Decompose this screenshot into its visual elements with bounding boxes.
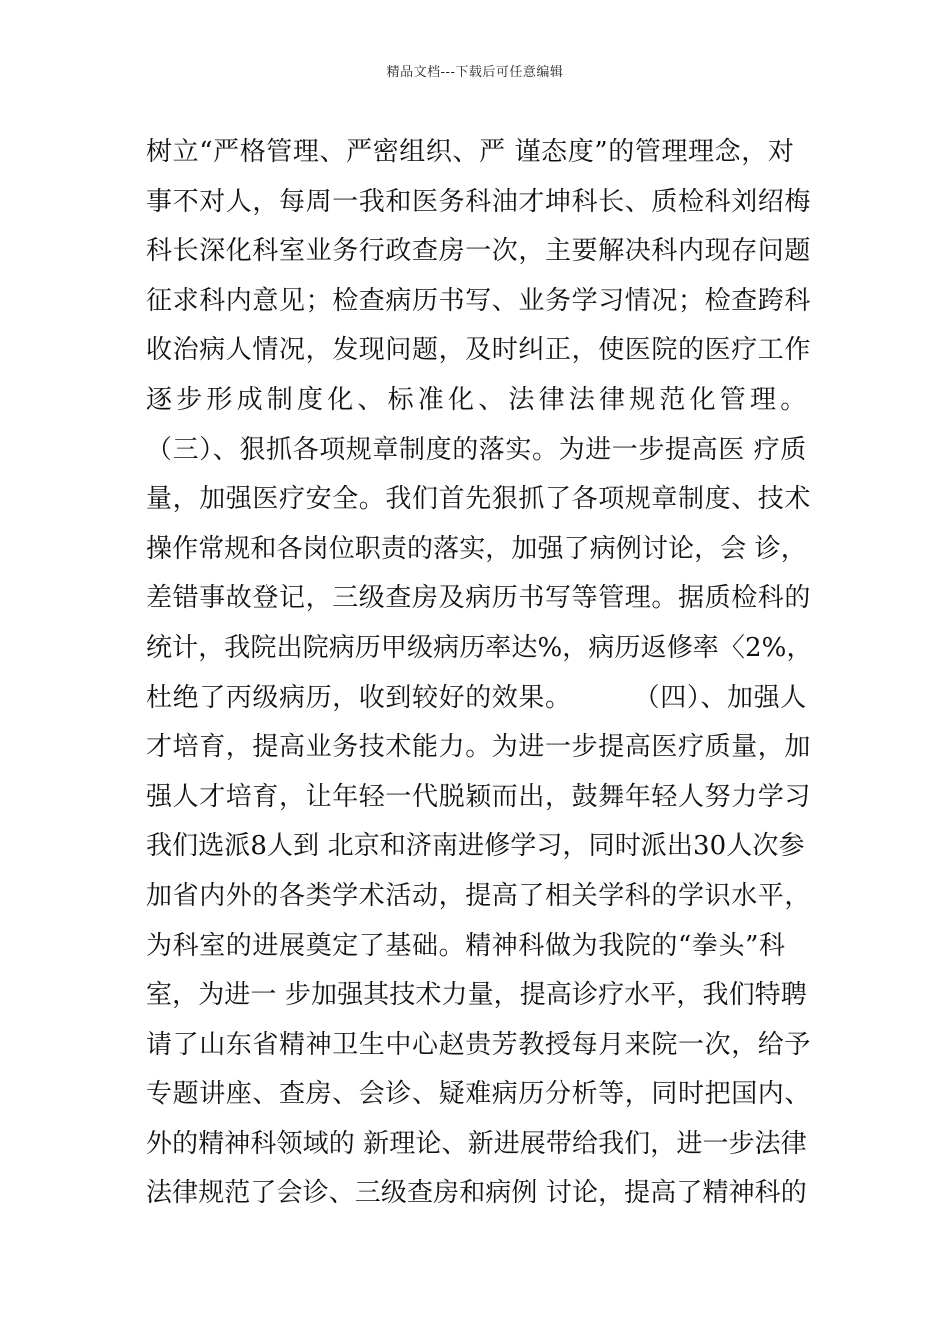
text-line: 杜绝了丙级病历，收到较好的效果。 （四）、加强人 (146, 682, 807, 713)
text-line: 量，加强医疗安全。我们首先狠抓了各项规章制度、技术 (146, 484, 812, 515)
text-line: 请了山东省精神卫生中心赵贵芳教授每月来院一次，给予 (146, 1029, 812, 1060)
body-text (146, 128, 816, 1219)
text-line: 征求科内意见；检查病历书写、业务学习情况；检查跨科 (146, 285, 812, 316)
text-line: 才培育，提高业务技术能力。为进一步提高医疗质量，加 (146, 732, 812, 763)
text-line: 外的精神科领域的 新理论、新进展带给我们，进一步法律 (146, 1128, 807, 1159)
text-line: 事不对人，每周一我和医务科油才坤科长、质检科刘绍梅 (146, 186, 812, 217)
text-line: 逐步形成制度化、标准化、法律法律规范化管理。 (146, 384, 811, 415)
text-line: 树立“严格管理、严密组织、严 谨态度”的管理理念，对 (146, 137, 795, 167)
page-header: 精品文档---下载后可任意编辑 (386, 65, 564, 80)
text-line: 统计，我院出院病历甲级病历率达%，病历返修率〈2%， (146, 632, 813, 663)
text-line: 强人才培育，让年轻一代脱颖而出，鼓舞年轻人努力学习 (146, 781, 812, 812)
text-line: 为科室的进展奠定了基础。精神科做为我院的“拳头”科 (146, 930, 786, 961)
text-line: 我们选派8人到 北京和济南进修学习，同时派出30人次参 (146, 831, 805, 862)
text-line: （三）、狠抓各项规章制度的落实。为进一步提高医 疗质 (146, 434, 807, 465)
text-line: 法律规范了会诊、三级查房和病例 讨论，提高了精神科的 (146, 1178, 807, 1209)
text-line: 加省内外的各类学术活动，提高了相关学科的学识水平， (146, 880, 812, 911)
text-line: 差错事故登记，三级查房及病历书写等管理。据质检科的 (146, 583, 812, 614)
text-line: 室，为进一 步加强其技术力量，提高诊疗水平，我们特聘 (146, 980, 807, 1011)
text-line: 科长深化科室业务行政查房一次，主要解决科内现存问题 (146, 236, 812, 267)
text-line: 操作常规和各岗位职责的落实，加强了病例讨论，会 诊， (146, 533, 807, 564)
text-line: 收治病人情况，发现问题，及时纠正，使医院的医疗工作 (146, 335, 812, 366)
text-line: 专题讲座、查房、会诊、疑难病历分析等，同时把国内、 (146, 1079, 812, 1110)
